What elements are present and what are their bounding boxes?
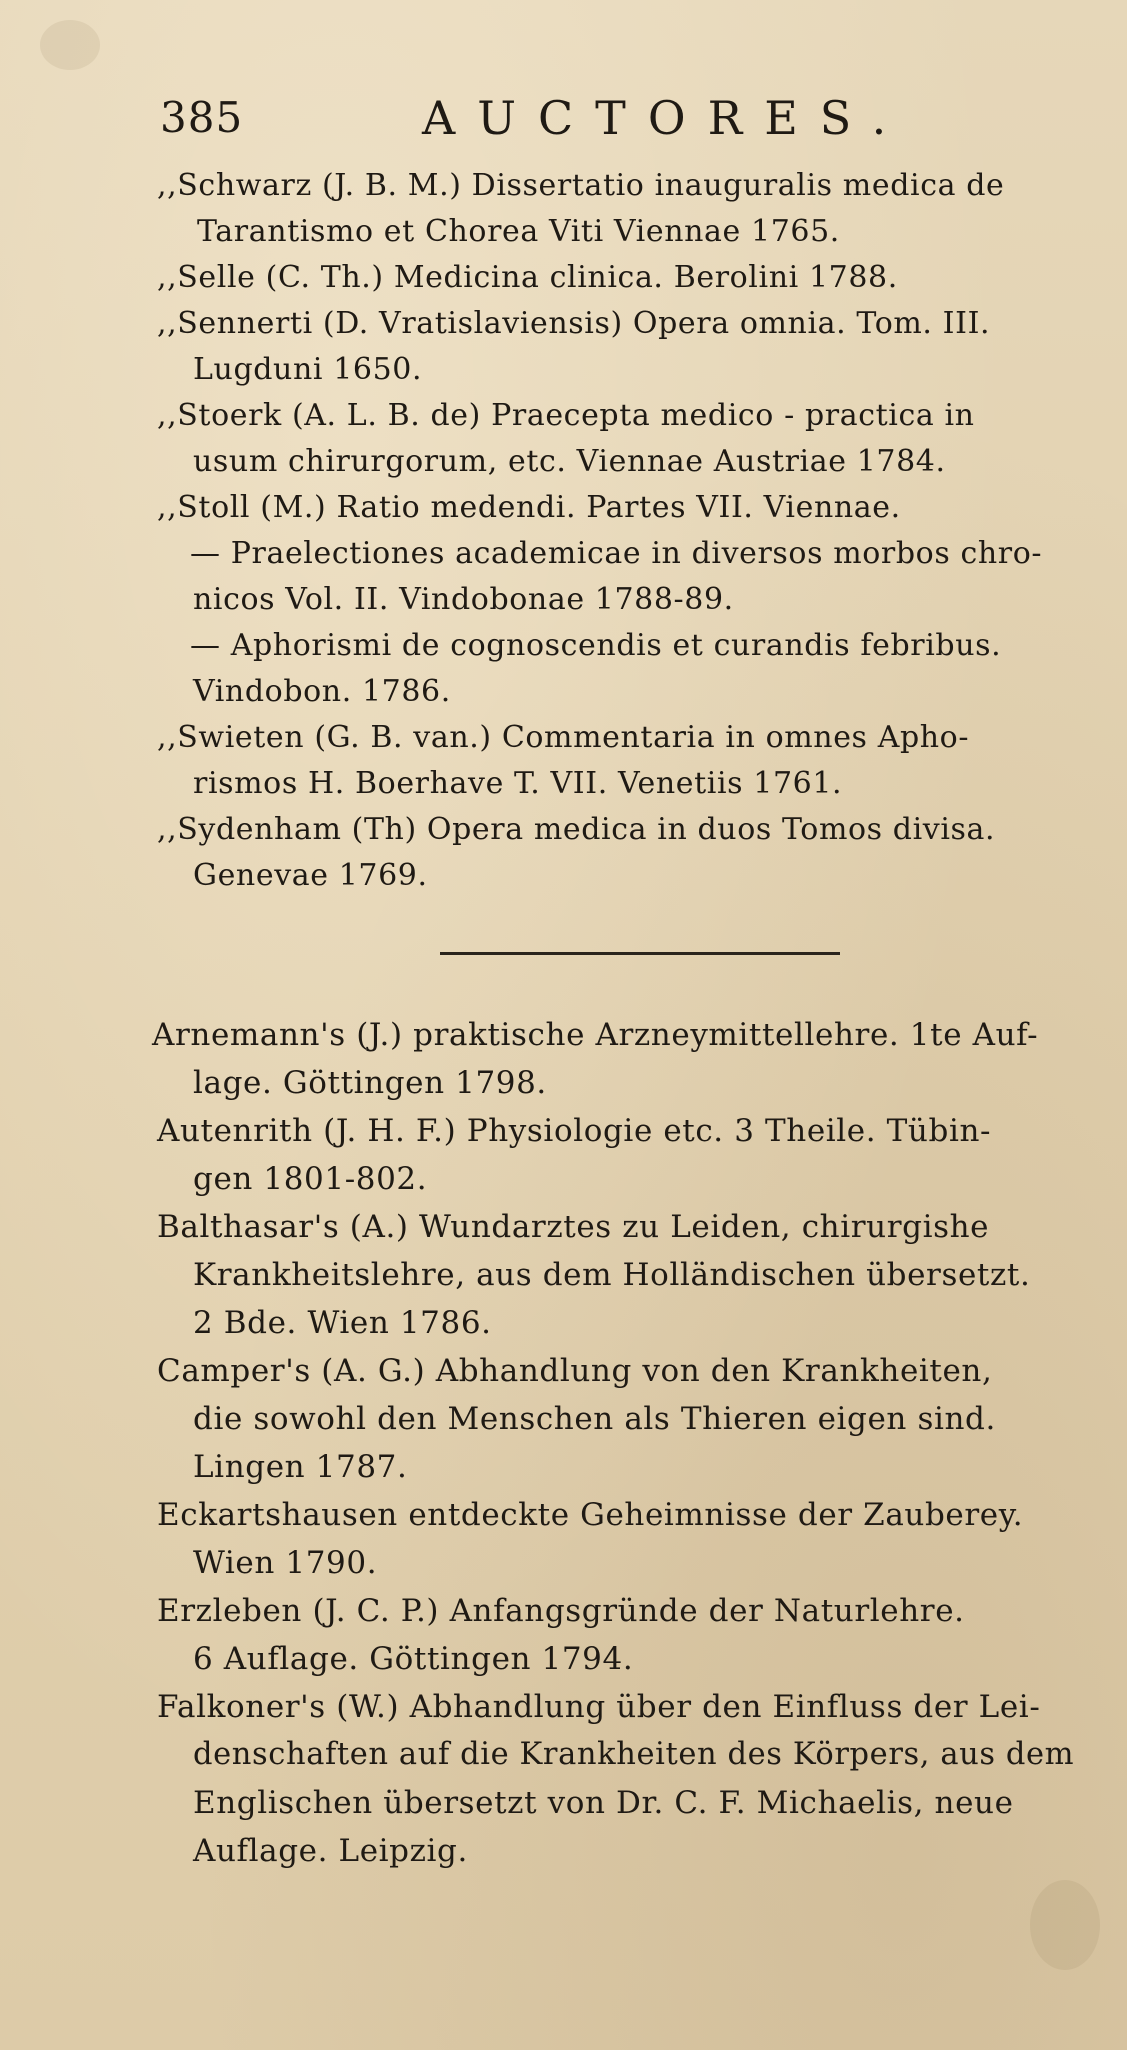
entry-line: Genevae 1769. <box>193 858 428 893</box>
entry-line: ,,Swieten (G. B. van.) Commentaria in omnes Apho- <box>157 720 970 755</box>
entry-line: Balthasar's (A.) Wundarztes zu Leiden, chirurgishe <box>157 1209 990 1245</box>
entry-line: Auflage. Leipzig. <box>193 1833 468 1869</box>
entry-line: usum chirurgorum, etc. Viennae Austriae 1784. <box>193 444 946 479</box>
entry-line: 2 Bde. Wien 1786. <box>193 1305 492 1341</box>
entry-line: die sowohl den Menschen als Thieren eigen sind. <box>193 1401 996 1437</box>
page-number: 385 <box>160 93 244 142</box>
paper-stain <box>1030 1880 1100 1970</box>
entry-line: Eckartshausen entdeckte Geheimnisse der Zauberey. <box>157 1497 1024 1533</box>
entry-line: ,,Schwarz (J. B. M.) Dissertatio inauguralis medica de <box>157 168 1005 203</box>
entry-line: denschaften auf die Krankheiten des Körpers, aus dem <box>193 1737 1075 1772</box>
running-head: AUCTORES. <box>422 91 909 145</box>
page-header <box>160 88 1060 148</box>
entry-line: Wien 1790. <box>193 1545 378 1581</box>
entry-line: Lingen 1787. <box>193 1449 408 1485</box>
entry-line: Lugduni 1650. <box>193 352 423 387</box>
entry-line: ,,Stoerk (A. L. B. de) Praecepta medico - practica in <box>157 398 975 433</box>
entry-line: Arnemann's (J.) praktische Arzneymittellehre. 1te Auf- <box>152 1017 1039 1053</box>
entry-line: nicos Vol. II. Vindobonae 1788-89. <box>193 582 734 617</box>
entry-line: — Aphorismi de cognoscendis et curandis febribus. <box>190 628 1002 663</box>
entry-line: Falkoner's (W.) Abhandlung über den Einfluss der Lei- <box>157 1689 1041 1725</box>
entry-line: ,,Selle (C. Th.) Medicina clinica. Berolini 1788. <box>157 260 898 295</box>
entry-line: Englischen übersetzt von Dr. C. F. Michaelis, neue <box>193 1785 1014 1821</box>
entry-line: 6 Auflage. Göttingen 1794. <box>193 1641 634 1677</box>
entry-line: Autenrith (J. H. F.) Physiologie etc. 3 Theile. Tübin- <box>157 1113 992 1149</box>
entry-line: rismos H. Boerhave T. VII. Venetiis 1761. <box>193 766 843 801</box>
entry-line: Tarantismo et Chorea Viti Viennae 1765. <box>197 214 840 249</box>
entry-line: Vindobon. 1786. <box>193 674 451 709</box>
entry-line: lage. Göttingen 1798. <box>193 1065 547 1101</box>
entry-line: gen 1801-802. <box>193 1161 428 1197</box>
entry-line: ,,Sennerti (D. Vratislaviensis) Opera omnia. Tom. III. <box>157 306 991 341</box>
entry-line: ,,Stoll (M.) Ratio medendi. Partes VII. Viennae. <box>157 490 901 525</box>
entry-line: Krankheitslehre, aus dem Holländischen übersetzt. <box>193 1257 1031 1293</box>
entry-line: — Praelectiones academicae in diversos morbos chro- <box>190 536 1043 571</box>
paper-stain <box>40 20 100 70</box>
entry-line: Camper's (A. G.) Abhandlung von den Krankheiten, <box>157 1353 993 1389</box>
entry-line: Erzleben (J. C. P.) Anfangsgründe der Naturlehre. <box>157 1593 965 1629</box>
entry-line: ,,Sydenham (Th) Opera medica in duos Tomos divisa. <box>157 812 996 847</box>
section-divider <box>440 952 840 955</box>
